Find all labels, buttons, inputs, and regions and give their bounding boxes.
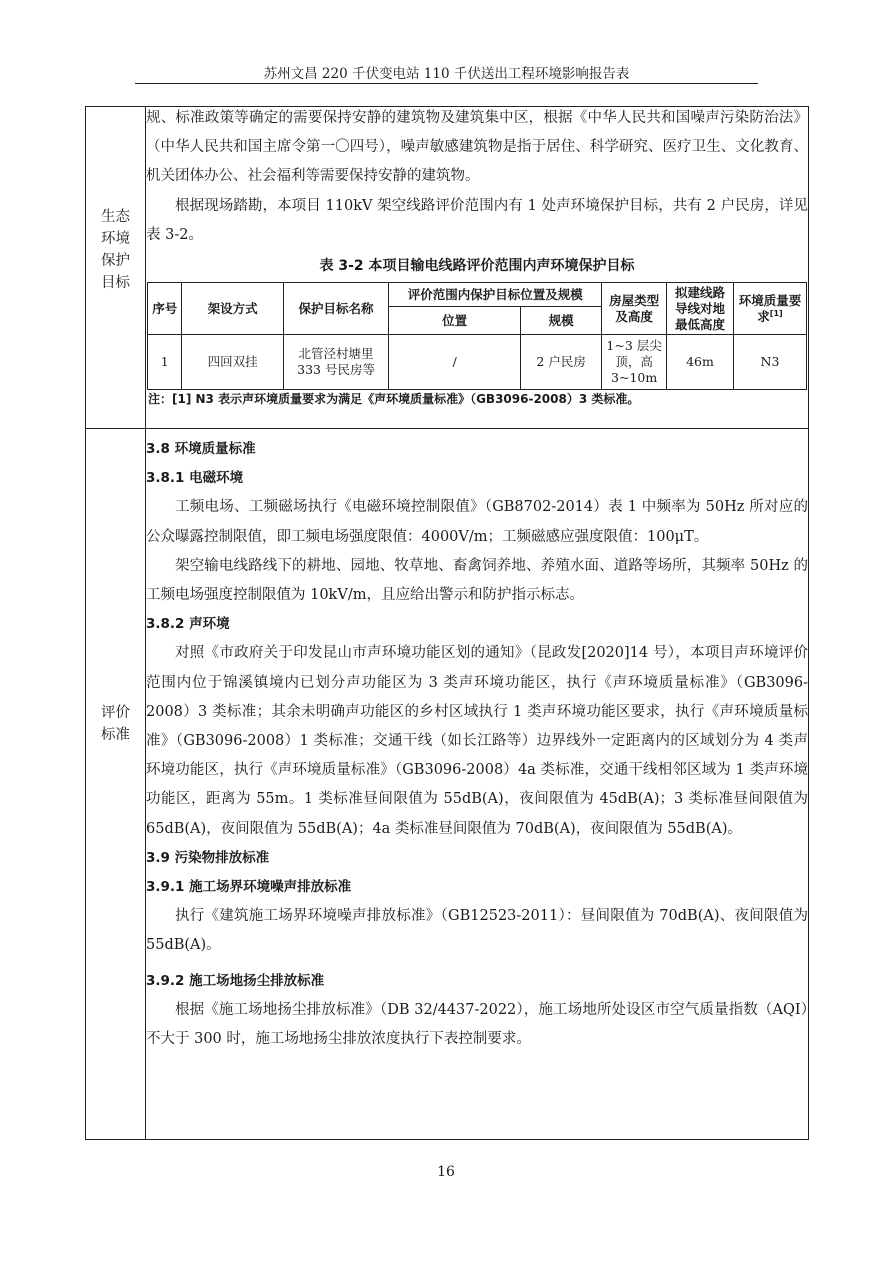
section-label-standards xyxy=(86,702,145,746)
label-line: 标准 xyxy=(101,727,130,743)
cell-no: 1 xyxy=(148,335,182,390)
label-line: 生态 xyxy=(101,209,130,225)
col-header-target: 保护目标名称 xyxy=(283,283,388,335)
paragraph: 架空输电线路线下的耕地、园地、牧草地、畜禽饲养地、养殖水面、道路等场所，其频率 50Hz 的工频电场强度控制限值为 10kV/m，且应给出警示和防护指示标志。 xyxy=(146,557,808,604)
col-header-house: 房屋类型及高度 xyxy=(602,283,667,335)
cell-position: / xyxy=(389,335,521,390)
cell-quality: N3 xyxy=(733,335,806,390)
cell-scale: 2 户民房 xyxy=(521,335,602,390)
running-header: 苏州文昌 220 千伏变电站 110 千伏送出工程环境影响报告表 xyxy=(263,66,630,82)
col-header-method: 架设方式 xyxy=(182,283,283,335)
table-title: 表 3-2 本项目输电线路评价范围内声环境保护目标 xyxy=(319,258,635,275)
heading-3-8-1: 3.8.1 电磁环境 xyxy=(146,470,244,487)
label-line: 环境 xyxy=(101,231,130,247)
paragraph: 根据《施工场地扬尘排放标准》（DB 32/4437-2022），施工场地所处设区市空气质量指数（AQI）不大于 300 时，施工场地扬尘排放浓度执行下表控制要求。 xyxy=(146,1001,808,1048)
paragraph: 执行《建筑施工场界环境噪声排放标准》（GB12523-2011）：昼间限值为 70dB(A)、夜间限值为 55dB(A)。 xyxy=(146,908,808,954)
page-number: 16 xyxy=(437,1164,455,1180)
paragraph: 规、标准政策等确定的需要保持安静的建筑物及建筑集中区，根据《中华人民共和国噪声污染防治法》（中华人民共和国主席令第一〇四号），噪声敏感建筑物是指于居住、科学研究、医疗卫生、文化教育、机关团体办公、社会福利等需要保持安静的建筑物。 xyxy=(146,110,808,185)
col-header-quality xyxy=(733,283,806,335)
col-header-position: 位置 xyxy=(389,307,521,335)
heading-3-9-2: 3.9.2 施工场地扬尘排放标准 xyxy=(146,972,325,989)
heading-3-8-2: 3.8.2 声环境 xyxy=(146,616,230,633)
paragraph: 对照《市政府关于印发昆山市声环境功能区划的通知》（昆政发[2020]14 号），本项目声环境评价范围内位于锦溪镇境内已划分声功能区为 3 类声环境功能区，执行《声环境质量标准》（GB3096-2008）3 类标准；其余未明确声功能区的乡村区域执行 1 类声环境功能区要求，执行《声环境质量标准》（GB3096-2008）1 类标准；交通干线（如长江路等）边界线外一定距离内的区域划分为 4 类声环境功能区，执行《声环境质量标准》（GB3096-2008）4a 类标准，交通干线相邻区域为 1 类声环境功能区，距离为 55m。1 类标准昼间限值为 55dB(A)，夜间限值为 45dB(A)；3 类标准昼间限值为 65dB(A)，夜间限值为 55dB(A)；4a 类标准昼间限值为 70dB(A)，夜间限值为 55dB(A)。 xyxy=(146,645,808,837)
section-label-eco-protection xyxy=(86,206,145,294)
header-rule xyxy=(135,83,758,84)
col-header-height: 拟建线路导线对地最低高度 xyxy=(667,283,734,335)
table-row xyxy=(148,335,807,390)
report-form-table xyxy=(85,106,809,1140)
cell-height: 46m xyxy=(667,335,734,390)
heading-3-8: 3.8 环境质量标准 xyxy=(146,441,256,457)
label-line: 保护 xyxy=(101,253,130,269)
paragraph: 根据现场踏勘，本项目 110kV 架空线路评价范围内有 1 处声环境保护目标，共有 2 户民房，详见表 3-2。 xyxy=(146,197,808,243)
col-header-no: 序号 xyxy=(148,283,182,335)
protection-target-table xyxy=(147,282,807,390)
quality-header-text: 环境质量要求 xyxy=(738,292,802,324)
section-content-standards xyxy=(146,435,808,1054)
label-line: 评价 xyxy=(101,705,130,721)
row-divider xyxy=(86,428,808,429)
section-content-eco-protection xyxy=(146,104,808,408)
heading-3-9-1: 3.9.1 施工场界环境噪声排放标准 xyxy=(146,879,352,896)
paragraph: 工频电场、工频磁场执行《电磁环境控制限值》（GB8702-2014）表 1 中频率为 50Hz 所对应的公众曝露控制限值，即工频电场强度限值：4000V/m；工频磁感应强度限值：100μT。 xyxy=(146,499,808,545)
col-header-scale: 规模 xyxy=(521,307,602,335)
footnote-ref: [1] xyxy=(769,308,783,318)
label-line: 目标 xyxy=(101,275,130,291)
table-note: 注：[1] N3 表示声环境质量要求为满足《声环境质量标准》（GB3096-2008）3 类标准。 xyxy=(148,392,640,407)
col-header-group: 评价范围内保护目标位置及规模 xyxy=(389,283,602,307)
cell-target: 北管泾村塘里 333 号民房等 xyxy=(283,335,388,390)
cell-method: 四回双挂 xyxy=(182,335,283,390)
heading-3-9: 3.9 污染物排放标准 xyxy=(146,849,270,866)
cell-house: 1~3 层尖顶，高 3~10m xyxy=(602,335,667,390)
